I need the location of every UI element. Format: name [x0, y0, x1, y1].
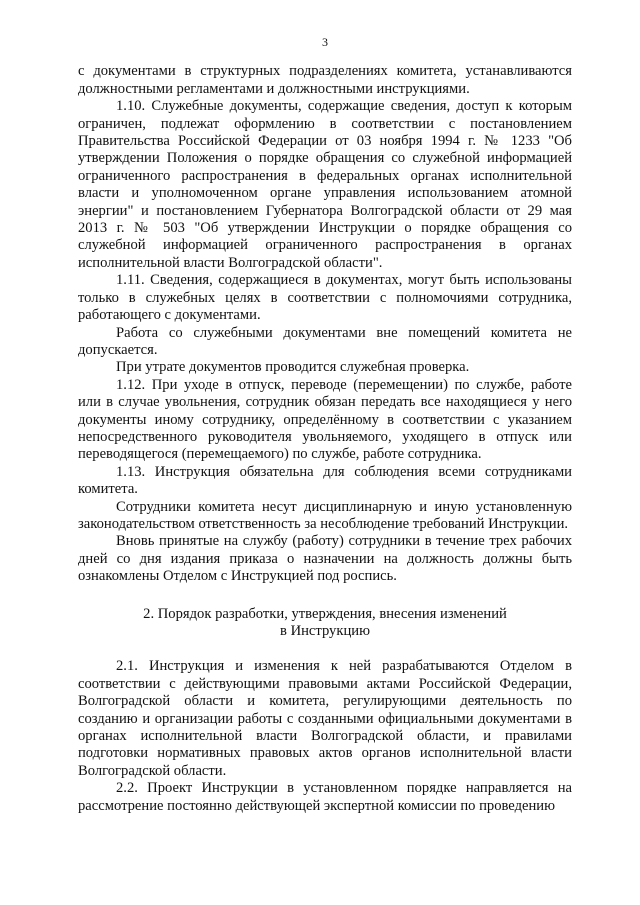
paragraph-1-10: 1.10. Служебные документы, содержащие сведения, доступ к которым ограничен, подлежат оформлению в соответствии с постановлением Правительства Российской Федерации от 03 ноября 1994 г. № 1233 "Об утверждении Положения о порядке обращения со служебной информацией ограниченного распространения в федеральных органах исполнительной власти и уполномоченном органе управления использованием атомной энергии" и постановлением Губернатора Волгоградской области от 29 мая 2013 г. № 503 "Об утверждении Инструкции о порядке обращения со служебной информацией ограниченного распространения в органах исполнительной власти Волгоградской области".: [78, 98, 572, 271]
paragraph-1-13: 1.13. Инструкция обязательна для соблюдения всеми сотрудниками комитета.: [78, 463, 572, 498]
section-heading: [78, 606, 572, 641]
paragraph-2-1: 2.1. Инструкция и изменения к ней разрабатываются Отделом в соответствии с действующими правовыми актами Российской Федерации, Волгоградской области и комитета, регулирующими деятельность по созданию и организации работы с созданными официальными документами в органах исполнительной власти Волгоградской области, и правилами подготовки нормативных правовых актов органов исполнительной власти Волгоградской области.: [78, 658, 572, 779]
paragraph-continuation: с документами в структурных подразделениях комитета, устанавливаются должностными регламентами и должностными инструкциями.: [78, 63, 572, 97]
paragraph-loss-check: При утрате документов проводится служебная проверка.: [116, 359, 470, 376]
section-heading-line-1: 2. Порядок разработки, утверждения, внесения изменений: [143, 605, 507, 622]
paragraph-work-outside: Работа со служебными документами вне помещений комитета не допускается.: [78, 324, 572, 358]
paragraph-1-12: 1.12. При уходе в отпуск, переводе (перемещении) по службе, работе или в случае увольнения, сотрудник обязан передать все находящиеся у него документы иному сотруднику, определённому в соответствии с указанием непосредственного руководителя увольняемого, уходящего в отпуск или переводящегося (перемещаемого) по службе, работе сотрудника.: [78, 376, 572, 463]
paragraph-responsibility: Сотрудники комитета несут дисциплинарную и иную установленную законодательством ответственность за несоблюдение требований Инструкции.: [78, 498, 572, 532]
page-number: 3: [322, 35, 328, 49]
section-heading-line-2: в Инструкцию: [280, 623, 370, 639]
paragraph-2-2: 2.2. Проект Инструкции в установленном порядке направляется на рассмотрение постоянно действующей экспертной комиссии по проведению: [78, 780, 572, 814]
paragraph-new-hires: Вновь принятые на службу (работу) сотрудники в течение трех рабочих дней со дня издания приказа о назначении на должность должны быть ознакомлены Отделом с Инструкцией под роспись.: [78, 533, 572, 585]
paragraph-1-11: 1.11. Сведения, содержащиеся в документах, могут быть использованы только в служебных целях в соответствии с полномочиями сотрудника, работающего с документами.: [78, 272, 572, 324]
